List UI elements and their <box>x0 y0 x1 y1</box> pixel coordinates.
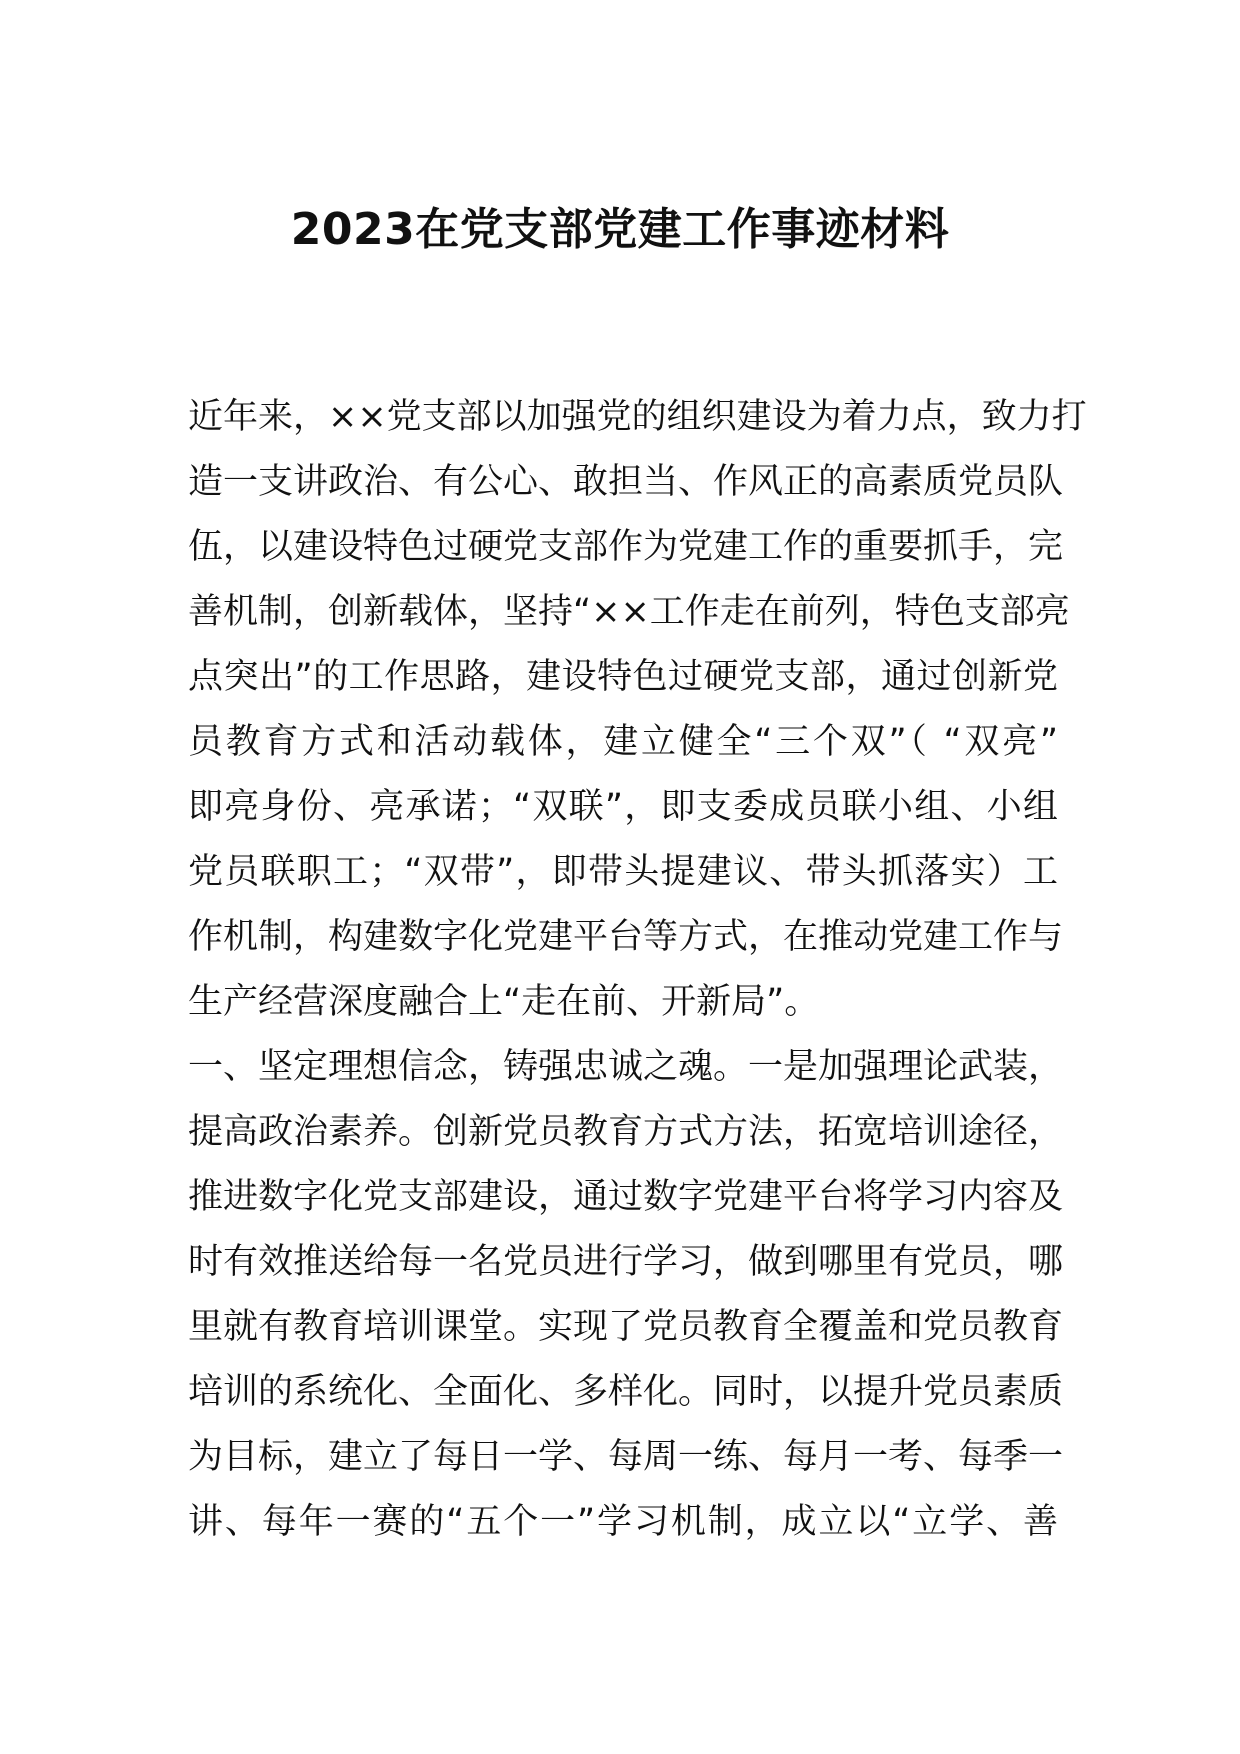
paragraph-line: 讲、每年一赛的“五个一”学习机制，成立以“立学、善 <box>188 1502 1058 1542</box>
paragraph-line: 员教育方式和活动载体，建立健全“三个双”（ “双亮” <box>188 722 1058 762</box>
paragraph-line: 即亮身份、亮承诺；“双联”，即支委成员联小组、小组 <box>188 787 1058 827</box>
paragraph-line: 近年来，××党支部以加强党的组织建设为着力点，致力打 <box>188 397 1087 437</box>
paragraph-line: 作机制，构建数字化党建平台等方式，在推动党建工作与 <box>188 917 1064 957</box>
paragraph-line: 一、坚定理想信念，铸强忠诚之魂。一是加强理论武装， <box>188 1047 1064 1087</box>
paragraph-line: 伍，以建设特色过硬党支部作为党建工作的重要抓手，完 <box>188 527 1064 567</box>
paragraph-line: 培训的系统化、全面化、多样化。同时，以提升党员素质 <box>188 1372 1064 1412</box>
paragraph-line: 党员联职工；“双带”，即带头提建议、带头抓落实）工 <box>188 852 1058 892</box>
document-body <box>188 385 1087 1555</box>
document-title: 2023在党支部党建工作事迹材料 <box>290 204 950 255</box>
paragraph-line: 推进数字化党支部建设，通过数字党建平台将学习内容及 <box>188 1177 1064 1217</box>
paragraph-line: 生产经营深度融合上“走在前、开新局”。 <box>188 982 820 1022</box>
paragraph-line: 时有效推送给每一名党员进行学习，做到哪里有党员，哪 <box>188 1242 1064 1282</box>
paragraph-line: 为目标，建立了每日一学、每周一练、每月一考、每季一 <box>188 1437 1064 1477</box>
paragraph-line: 提高政治素养。创新党员教育方式方法，拓宽培训途径， <box>188 1112 1064 1152</box>
paragraph-line: 点突出”的工作思路，建设特色过硬党支部，通过创新党 <box>188 657 1058 697</box>
paragraph-line: 造一支讲政治、有公心、敢担当、作风正的高素质党员队 <box>188 462 1064 502</box>
paragraph-line: 里就有教育培训课堂。实现了党员教育全覆盖和党员教育 <box>188 1307 1064 1347</box>
paragraph-line: 善机制，创新载体，坚持“××工作走在前列，特色支部亮 <box>188 592 1070 632</box>
